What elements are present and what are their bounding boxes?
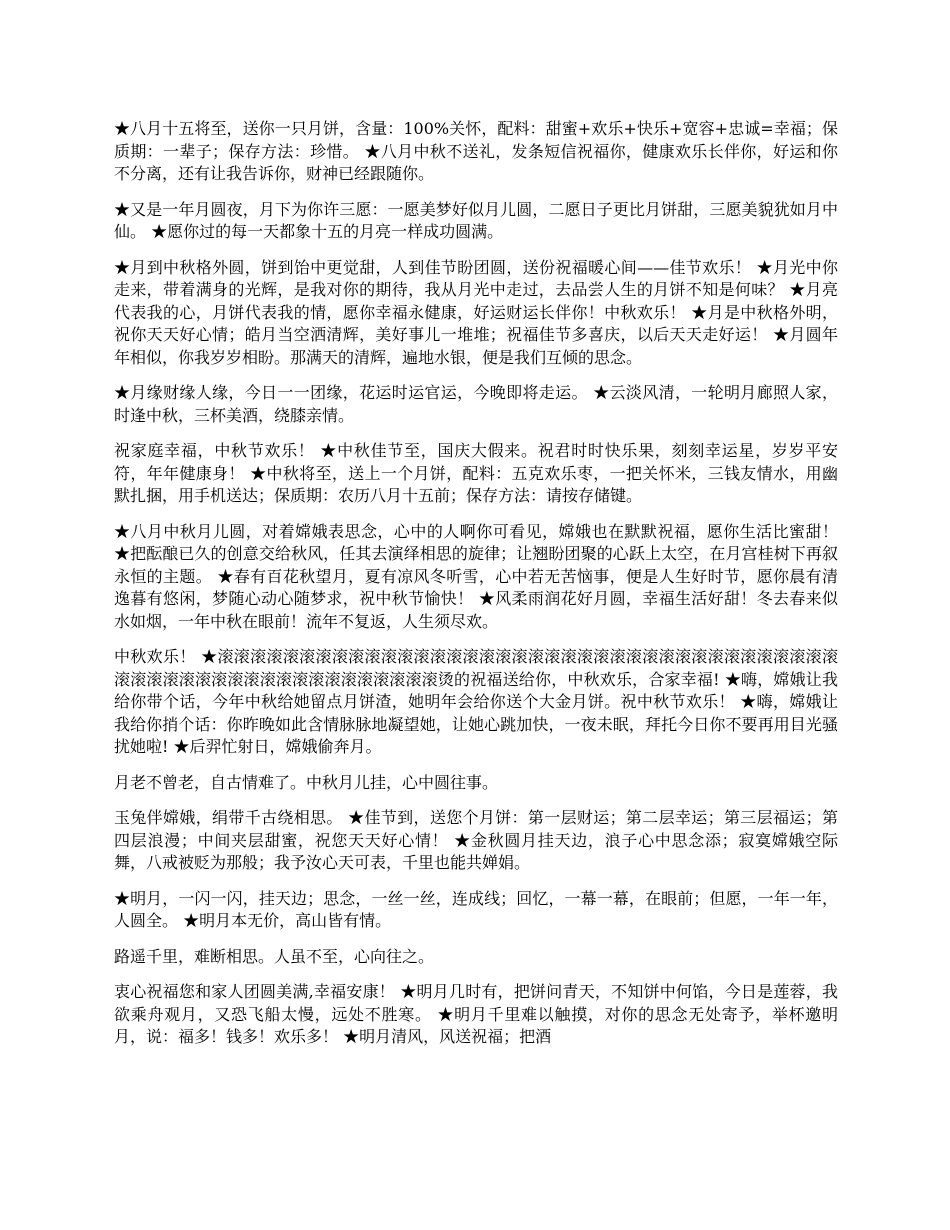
paragraph-3: ★月到中秋格外圆，饼到饴中更觉甜，人到佳节盼团圆，送份祝福暖心间——佳节欢乐！ ★月光中你走来，带着满身的光辉，是我对你的期待，我从月光中走过，去品尝人生的月饼不知是何味？ ★月亮代表我的心，月饼代表我的情，愿你幸福永健康，好运财运长伴你！中秋欢乐！ ★月是中秋格外明，祝你天天好心情；皓月当空洒清辉，美好事儿一堆堆；祝福佳节多喜庆，以后天天走好运！ ★月圆年年相似，你我岁岁相盼。那满天的清辉，遍地水银，便是我们互倾的思念。 (114, 257, 838, 367)
paragraph-1: ★八月十五将至，送你一只月饼，含量：100%关怀，配料：甜蜜+欢乐+快乐+宽容+忠诚=幸福；保质期：一辈子；保存方法：珍惜。 ★八月中秋不送礼，发条短信祝福你，健康欢乐长伴你，好运和你不分离，还有让我告诉你，财神已经跟随你。 (114, 119, 838, 183)
paragraph-4: ★月缘财缘人缘，今日一一团缘，花运时运官运，今晚即将走运。 ★云淡风清，一轮明月廊照人家，时逢中秋，三杯美酒，绕膝亲情。 (114, 383, 838, 425)
paragraph-2: ★又是一年月圆夜，月下为你许三愿：一愿美梦好似月儿圆，二愿日子更比月饼甜，三愿美貌犹如月中仙。 ★愿你过的每一天都象十五的月亮一样成功圆满。 (114, 199, 838, 241)
paragraph-9: 玉兔伴嫦娥，绢带千古绕相思。 ★佳节到，送您个月饼：第一层财运；第二层幸运；第三层福运；第四层浪漫；中间夹层甜蜜，祝您天天好心情！ ★金秋圆月挂天边，浪子心中思念添；寂寞嫦娥空际舞，八戒被贬为那般；我予汝心天可表，千里也能共婵娟。 (114, 808, 838, 872)
paragraph-10: ★明月，一闪一闪，挂天边；思念，一丝一丝，连成线；回忆，一幕一幕，在眼前；但愿，一年一年，人圆全。 ★明月本无价，高山皆有情。 (114, 888, 838, 930)
document-body (114, 118, 838, 1062)
paragraph-7: 中秋欢乐！ ★滚滚滚滚滚滚滚滚滚滚滚滚滚滚滚滚滚滚滚滚滚滚滚滚滚滚滚滚滚滚滚滚滚滚滚滚滚滚滚滚滚滚滚滚滚滚滚滚滚滚滚滚滚滚滚滚滚滚烫的祝福送给你，中秋欢乐，合家幸福! ★嗨，嫦娥让我给你带个话，今年中秋给她留点月饼渣，她明年会给你送个大金月饼。祝中秋节欢乐！ ★嗨，嫦娥让我给你捎个话：你昨晚如此含情脉脉地凝望她，让她心跳加快，一夜未眠，拜托今日你不要再用目光骚扰她啦! ★后羿忙射日，嫦娥偷奔月。 (114, 647, 838, 756)
paragraph-11: 路遥千里，难断相思。人虽不至，心向往之。 (114, 946, 435, 966)
paragraph-6: ★八月中秋月儿圆，对着嫦娥表思念，心中的人啊你可看见，嫦娥也在默默祝福，愿你生活比蜜甜！ ★把酝酿已久的创意交给秋风，任其去演绎相思的旋律；让翘盼团聚的心跃上太空，在月宫桂树下再叙永恒的主题。 ★春有百花秋望月，夏有凉风冬听雪，心中若无苦恼事，便是人生好时节，愿你晨有清逸暮有悠闲，梦随心动心随梦求，祝中秋节愉快！ ★风柔雨润花好月圆，幸福生活好甜！冬去春来似水如烟，一年中秋在眼前！流年不复返，人生须尽欢。 (114, 521, 838, 631)
paragraph-8: 月老不曾老，自古情难了。中秋月儿挂，心中圆往事。 (114, 772, 499, 792)
paragraph-12: 衷心祝福您和家人团圆美满,幸福安康！ ★明月几时有，把饼问青天，不知饼中何馅，今日是莲蓉，我欲乘舟观月，又恐飞船太慢，远处不胜寒。 ★明月千里难以触摸，对你的思念无处寄予，举杯邀明月，说：福多！钱多！欢乐多！ ★明月清风，风送祝福；把酒 (114, 982, 838, 1046)
paragraph-5: 祝家庭幸福，中秋节欢乐！ ★中秋佳节至，国庆大假来。祝君时时快乐果，刻刻幸运星，岁岁平安符，年年健康身！ ★中秋将至，送上一个月饼，配料：五克欢乐枣，一把关怀米，三钱友情水，用幽默扎捆，用手机送达；保质期：农历八月十五前；保存方法：请按存储键。 (114, 441, 838, 505)
